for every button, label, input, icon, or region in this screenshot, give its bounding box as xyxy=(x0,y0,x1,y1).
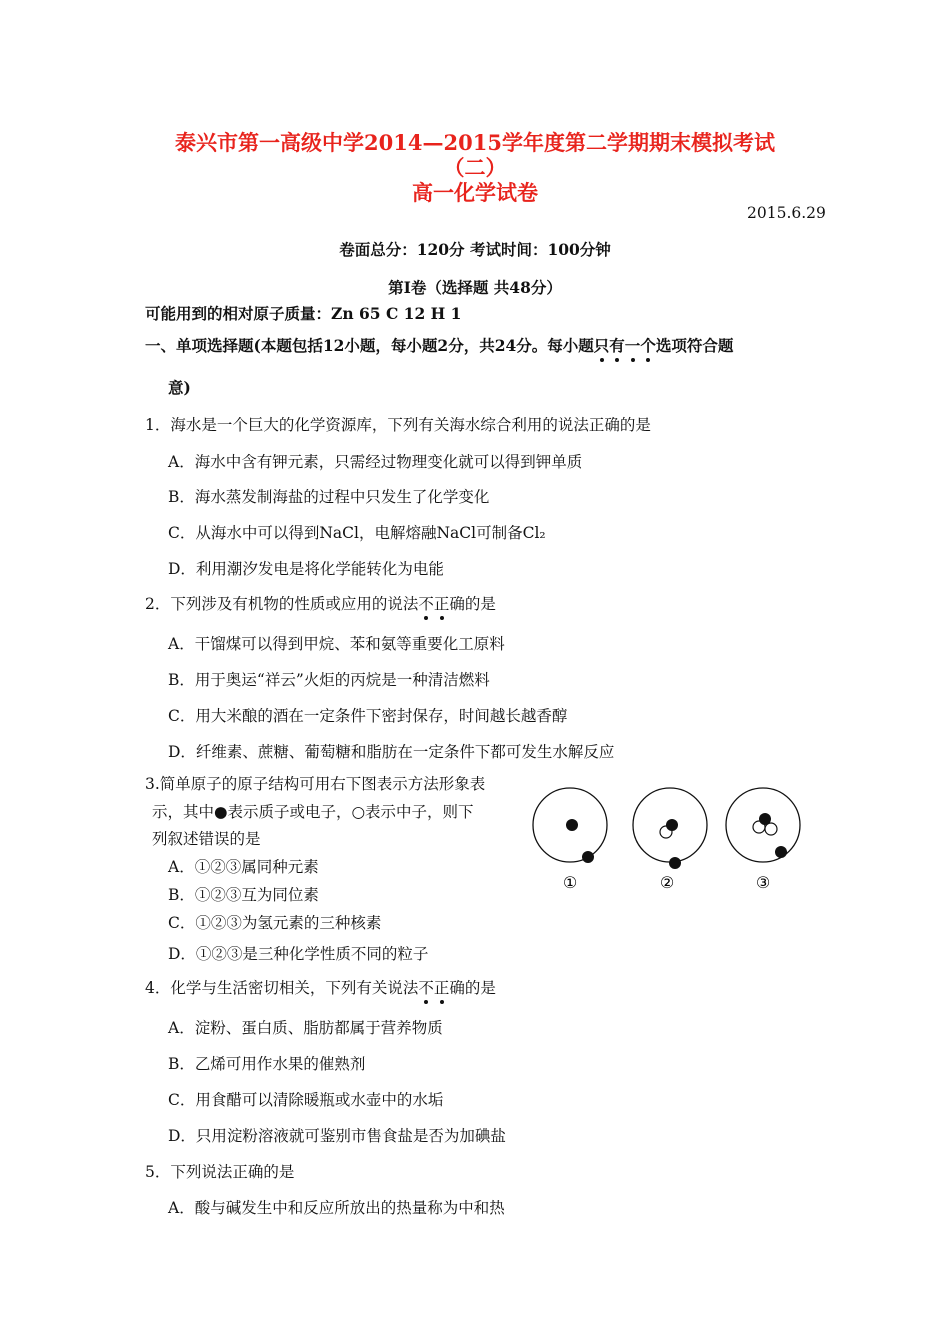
question-3-option-b: B．①②③互为同位素 xyxy=(168,886,319,904)
question-2-stem xyxy=(145,592,496,614)
emphasis-char: 一 xyxy=(624,336,641,355)
question-3-stem-line1: 3.简单原子的原子结构可用右下图表示方法形象表 xyxy=(145,775,486,793)
stem-text: 确的是 xyxy=(449,595,496,613)
atomic-mass-note: 可能用到的相对原子质量：Zn 65 C 12 H 1 xyxy=(145,304,462,323)
atom-diagram-1 xyxy=(533,788,607,863)
stem-text: 2．下列涉及有机物的性质或应用的说法 xyxy=(145,595,419,613)
emphasis-char: 只 xyxy=(593,336,610,355)
proton-dot xyxy=(666,819,678,831)
question-4-option-c: C．用食醋可以清除暖瓶或水壶中的水垢 xyxy=(168,1091,444,1109)
exam-subtitle-number: （二） xyxy=(443,155,507,180)
question-2-option-b: B．用于奥运“祥云”火炬的丙烷是一种清洁燃料 xyxy=(168,671,490,689)
section-title: 第Ⅰ卷（选择题 共48分） xyxy=(388,278,562,297)
emphasis-char: 正 xyxy=(434,976,450,998)
question-1-option-c: C．从海水中可以得到NaCl，电解熔融NaCl可制备Cl₂ xyxy=(168,524,546,542)
exam-date: 2015.6.29 xyxy=(747,204,826,222)
part1-heading-text: 选项符合题 xyxy=(655,336,734,355)
question-3-stem-line2: 示，其中●表示质子或电子，○表示中子，则下 xyxy=(152,803,474,821)
atom-diagram-3 xyxy=(726,788,800,862)
figure-label-2: ② xyxy=(659,873,675,892)
emphasis-char: 有 xyxy=(609,336,625,355)
stem-text: 4．化学与生活密切相关，下列有关说法 xyxy=(145,979,419,997)
atom-diagram-2 xyxy=(633,788,707,869)
figure-label-3: ③ xyxy=(755,873,771,892)
question-3-stem-line3: 列叙述错误的是 xyxy=(152,830,261,848)
figure-label-1: ① xyxy=(562,873,578,892)
electron-dot xyxy=(669,857,681,869)
question-4-stem xyxy=(145,976,496,998)
electron-dot xyxy=(582,851,594,863)
stem-text: 确的是 xyxy=(449,979,496,997)
question-1-option-b: B．海水蒸发制海盐的过程中只发生了化学变化 xyxy=(168,488,490,506)
electron-dot xyxy=(775,846,787,858)
question-4-option-a: A．淀粉、蛋白质、脂肪都属于营养物质 xyxy=(168,1019,443,1037)
question-4-option-d: D．只用淀粉溶液就可鉴别市售食盐是否为加碘盐 xyxy=(168,1127,506,1145)
question-5-stem: 5．下列说法正确的是 xyxy=(145,1163,295,1181)
part1-heading-cont: 意) xyxy=(168,378,191,397)
question-2-option-a: A．干馏煤可以得到甲烷、苯和氨等重要化工原料 xyxy=(168,635,505,653)
emphasis-char: 不 xyxy=(418,976,434,998)
question-2-option-d: D．纤维素、蔗糖、葡萄糖和脂肪在一定条件下都可发生水解反应 xyxy=(168,743,615,761)
question-5-option-a: A．酸与碱发生中和反应所放出的热量称为中和热 xyxy=(168,1199,505,1217)
question-1-stem: 1．海水是一个巨大的化学资源库，下列有关海水综合利用的说法正确的是 xyxy=(145,416,651,434)
question-3-option-c: C．①②③为氢元素的三种核素 xyxy=(168,914,382,932)
question-1-option-a: A．海水中含有钾元素，只需经过物理变化就可以得到钾单质 xyxy=(168,453,583,471)
question-2-option-c: C．用大米酿的酒在一定条件下密封保存，时间越长越香醇 xyxy=(168,707,568,725)
atom-structure-figure xyxy=(525,785,815,895)
question-3-option-d: D．①②③是三种化学性质不同的粒子 xyxy=(168,945,429,963)
exam-subject-title: 高一化学试卷 xyxy=(412,180,538,205)
exam-title: 泰兴市第一高级中学2014—2015学年度第二学期期末模拟考试 xyxy=(175,130,775,155)
emphasis-char: 个 xyxy=(640,336,656,355)
exam-info: 卷面总分：120分 考试时间：100分钟 xyxy=(339,240,611,259)
part1-heading xyxy=(145,334,733,356)
proton-dot xyxy=(566,819,578,831)
emphasis-char: 不 xyxy=(418,592,434,614)
neutron-dot xyxy=(765,823,777,835)
emphasis-char: 正 xyxy=(434,592,450,614)
question-3-option-a: A．①②③属同种元素 xyxy=(168,858,319,876)
question-4-option-b: B．乙烯可用作水果的催熟剂 xyxy=(168,1055,366,1073)
proton-dot xyxy=(759,813,771,825)
part1-heading-text: 一、单项选择题(本题包括12小题，每小题2分，共24分。每小题 xyxy=(145,336,594,355)
question-1-option-d: D．利用潮汐发电是将化学能转化为电能 xyxy=(168,560,444,578)
